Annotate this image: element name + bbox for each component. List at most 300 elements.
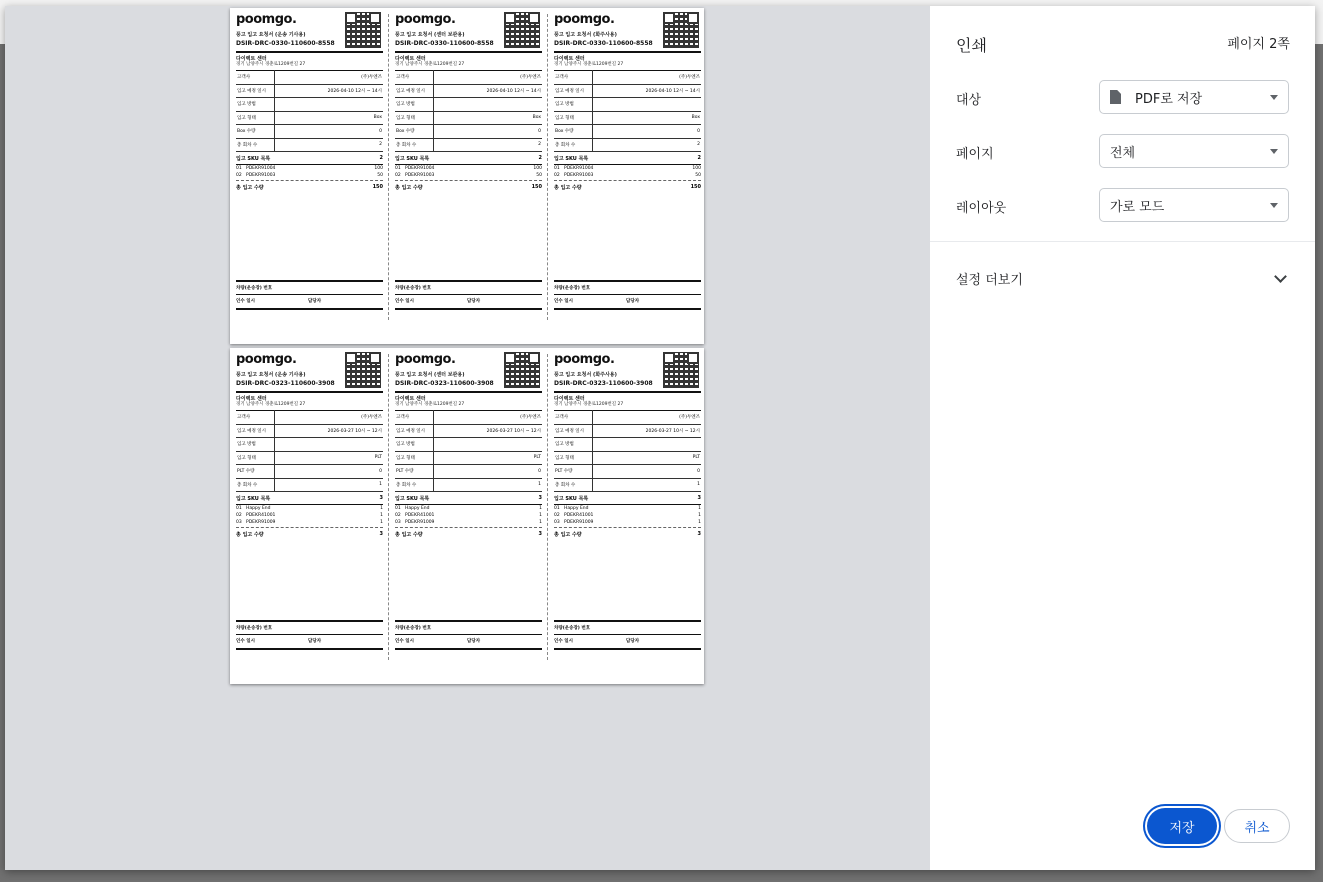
sku-header: [236, 495, 383, 505]
table-row: [554, 411, 701, 425]
cancel-button[interactable]: 취소: [1224, 809, 1290, 843]
info-table: [395, 410, 542, 492]
sku-header: [395, 155, 542, 165]
vehicle-number-label: 차량(운송장) 번호: [395, 620, 542, 631]
preview-page: [230, 348, 704, 684]
center-name: 다이렉트 센터: [554, 396, 585, 402]
info-key: 입고 예정 일시: [395, 424, 434, 438]
info-value: 0: [275, 125, 384, 139]
sku-index: 02: [236, 513, 242, 518]
total-label: 총 입고 수량: [554, 532, 582, 538]
sku-qty: 1: [698, 520, 701, 525]
info-key: PLT 수량: [236, 465, 275, 479]
poomgo-logo: poomgo.: [554, 12, 615, 27]
total-label: 총 입고 수량: [236, 532, 264, 538]
expand-chevron-icon[interactable]: [1274, 270, 1287, 283]
info-value: 2026-04-10 12시 ~ 14시: [593, 84, 702, 98]
sku-index: 01: [554, 166, 560, 171]
center-name: 다이렉트 센터: [236, 396, 267, 402]
sku-row: [395, 172, 542, 179]
pages-label: 페이지: [956, 147, 994, 162]
sku-name: PDEKR91009: [246, 520, 276, 525]
sku-row: [236, 512, 383, 519]
table-row: [554, 98, 701, 112]
sku-row: [554, 165, 701, 172]
table-row: [554, 424, 701, 438]
sku-count: 3: [538, 495, 542, 501]
vehicle-number-label: 차량(운송장) 번호: [554, 620, 701, 631]
sku-name: Happy End: [405, 506, 430, 511]
info-value: [593, 438, 702, 452]
table-row: [236, 424, 383, 438]
sku-qty: 1: [539, 513, 542, 518]
receipt-subtitle: 풍고 입고 요청서 (센터 보관용): [395, 372, 465, 378]
total-row: [236, 531, 383, 538]
receipt-number: DSIR-DRC-0323-110600-3908: [554, 380, 653, 387]
sku-qty: 100: [692, 166, 701, 171]
sku-name: PDEKR41001: [564, 513, 594, 518]
info-key: 고객사: [236, 411, 275, 425]
info-value: [593, 98, 702, 112]
handover-label: 인수 일시: [554, 299, 573, 304]
layout-value: 가로 모드: [1110, 199, 1165, 215]
cut-line: [547, 14, 548, 320]
total-label: 총 입고 수량: [236, 185, 264, 191]
poomgo-logo: poomgo.: [236, 12, 297, 27]
center-name: 다이렉트 센터: [554, 56, 585, 62]
qr-code-icon: [663, 12, 699, 48]
sku-name: PDEKR91004: [246, 166, 276, 171]
receipt-subtitle: 풍고 입고 요청서 (화주사용): [554, 372, 617, 378]
total-label: 총 입고 수량: [395, 185, 423, 191]
person-label: 담당자: [626, 639, 640, 644]
sku-index: 02: [554, 173, 560, 178]
info-value: 2: [275, 138, 384, 152]
total-value: 150: [372, 184, 383, 190]
total-value: 3: [538, 531, 542, 537]
sku-qty: 50: [695, 173, 701, 178]
info-key: 입고 형태: [395, 111, 434, 125]
sku-header: [554, 495, 701, 505]
info-value: 2026-03-27 10시 ~ 12시: [593, 424, 702, 438]
poomgo-logo: poomgo.: [554, 352, 615, 367]
handover-row: [554, 634, 701, 644]
table-row: [395, 478, 542, 492]
table-row: [236, 98, 383, 112]
print-settings-panel: [930, 6, 1315, 870]
handover-label: 인수 일시: [395, 299, 414, 304]
table-row: [395, 98, 542, 112]
info-value: 0: [434, 465, 543, 479]
sku-name: PDEKR91003: [246, 173, 276, 178]
cut-line: [388, 354, 389, 660]
handover-row: [236, 634, 383, 644]
sku-count: 2: [538, 155, 542, 161]
total-row: [236, 184, 383, 191]
receipt-number: DSIR-DRC-0323-110600-3908: [236, 380, 335, 387]
sku-name: PDEKR91004: [405, 166, 435, 171]
info-table: [554, 410, 701, 492]
table-row: [236, 438, 383, 452]
info-key: 총 회차 수: [395, 478, 434, 492]
info-value: 1: [275, 478, 384, 492]
sku-row: [395, 505, 542, 512]
sku-row: [395, 519, 542, 526]
sku-name: PDEKR91004: [564, 166, 594, 171]
sku-qty: 100: [533, 166, 542, 171]
sku-name: PDEKR41001: [405, 513, 435, 518]
sku-title: 입고 SKU 목록: [554, 496, 589, 502]
person-label: 담당자: [308, 639, 322, 644]
sku-name: PDEKR91009: [405, 520, 435, 525]
layout-select[interactable]: [1099, 188, 1289, 222]
handover-label: 인수 일시: [236, 299, 255, 304]
sku-row: [236, 172, 383, 179]
person-label: 담당자: [467, 299, 481, 304]
poomgo-logo: poomgo.: [236, 352, 297, 367]
info-value: PLT: [434, 451, 543, 465]
sku-row: [554, 512, 701, 519]
sku-name: PDEKR41001: [246, 513, 276, 518]
info-key: 고객사: [236, 71, 275, 85]
info-key: 고객사: [554, 71, 593, 85]
receipt-number: DSIR-DRC-0330-110600-8558: [395, 40, 494, 47]
info-key: 총 회차 수: [236, 138, 275, 152]
sku-row: [236, 165, 383, 172]
sku-qty: 1: [539, 520, 542, 525]
table-row: [236, 125, 383, 139]
sku-name: Happy End: [564, 506, 589, 511]
chevron-down-icon: [1270, 95, 1278, 100]
print-preview-area: [5, 6, 930, 870]
info-value: [275, 438, 384, 452]
info-value: 2: [593, 138, 702, 152]
person-label: 담당자: [626, 299, 640, 304]
info-key: 입고 예정 일시: [236, 424, 275, 438]
sku-qty: 1: [380, 513, 383, 518]
info-value: PLT: [275, 451, 384, 465]
sku-index: 02: [554, 513, 560, 518]
more-settings-toggle[interactable]: 설정 더보기: [956, 273, 1023, 288]
sku-row: [554, 519, 701, 526]
info-key: 총 회차 수: [395, 138, 434, 152]
sku-name: Happy End: [246, 506, 271, 511]
handover-row: [236, 294, 383, 304]
qr-code-icon: [504, 12, 540, 48]
sku-row: [554, 505, 701, 512]
sku-count: 3: [379, 495, 383, 501]
info-table: [395, 70, 542, 152]
info-key: 총 회차 수: [236, 478, 275, 492]
table-row: [395, 411, 542, 425]
info-key: 입고 형태: [554, 451, 593, 465]
receipt-subtitle: 풍고 입고 요청서 (화주사용): [554, 32, 617, 38]
info-value: 0: [593, 465, 702, 479]
info-value: 2026-04-10 12시 ~ 14시: [434, 84, 543, 98]
info-key: Box 수량: [554, 125, 593, 139]
info-key: 입고 형태: [236, 111, 275, 125]
print-dialog: [5, 6, 1315, 870]
table-row: [395, 125, 542, 139]
sku-title: 입고 SKU 목록: [395, 496, 430, 502]
info-key: 입고 방법: [395, 438, 434, 452]
receipt-copy: [554, 8, 701, 320]
total-row: [554, 531, 701, 538]
handover-label: 인수 일시: [236, 639, 255, 644]
receipt-subtitle: 풍고 입고 요청서 (운송 기사용): [236, 32, 306, 38]
total-row: [554, 184, 701, 191]
page-count: 페이지 2쪽: [1227, 37, 1290, 52]
info-value: 2: [434, 138, 543, 152]
center-name: 다이렉트 센터: [236, 56, 267, 62]
receipt-number: DSIR-DRC-0330-110600-8558: [236, 40, 335, 47]
sku-row: [554, 172, 701, 179]
destination-value: PDF로 저장: [1135, 91, 1203, 107]
sku-index: 02: [395, 173, 401, 178]
info-value: Box: [434, 111, 543, 125]
info-value: Box: [593, 111, 702, 125]
info-value: 0: [434, 125, 543, 139]
sku-index: 01: [395, 166, 401, 171]
info-key: Box 수량: [236, 125, 275, 139]
table-row: [236, 84, 383, 98]
save-button[interactable]: 저장: [1147, 808, 1217, 844]
info-value: [275, 98, 384, 112]
qr-code-icon: [663, 352, 699, 388]
table-row: [554, 71, 701, 85]
sku-header: [395, 495, 542, 505]
center-address: 경기 남양주시 경춘로1209번길 27: [554, 62, 624, 67]
info-key: 입고 형태: [554, 111, 593, 125]
info-key: 총 회차 수: [554, 138, 593, 152]
cut-line: [547, 354, 548, 660]
cut-line: [388, 14, 389, 320]
sku-qty: 1: [380, 506, 383, 511]
receipt-number: DSIR-DRC-0330-110600-8558: [554, 40, 653, 47]
table-row: [395, 451, 542, 465]
info-key: 입고 예정 일시: [554, 84, 593, 98]
table-row: [236, 478, 383, 492]
total-row: [395, 184, 542, 191]
receipt-copy: [395, 348, 542, 660]
info-value: (주)두엔즈: [593, 411, 702, 425]
table-row: [236, 465, 383, 479]
info-table: [236, 70, 383, 152]
table-row: [554, 84, 701, 98]
sku-count: 2: [379, 155, 383, 161]
table-row: [395, 138, 542, 152]
total-label: 총 입고 수량: [554, 185, 582, 191]
table-row: [236, 111, 383, 125]
table-row: [395, 111, 542, 125]
handover-row: [395, 634, 542, 644]
receipt-copy: [236, 8, 383, 320]
sku-count: 3: [697, 495, 701, 501]
info-key: 입고 예정 일시: [236, 84, 275, 98]
sku-qty: 1: [539, 506, 542, 511]
chevron-down-icon: [1270, 149, 1278, 154]
sku-index: 03: [395, 520, 401, 525]
sku-qty: 100: [374, 166, 383, 171]
info-key: 입고 방법: [554, 438, 593, 452]
info-table: [554, 70, 701, 152]
vehicle-number-label: 차량(운송장) 번호: [236, 280, 383, 291]
info-value: [434, 98, 543, 112]
info-key: 입고 방법: [236, 438, 275, 452]
sku-name: PDEKR91003: [405, 173, 435, 178]
table-row: [554, 478, 701, 492]
table-row: [554, 138, 701, 152]
info-value: (주)두엔즈: [434, 411, 543, 425]
sku-row: [395, 512, 542, 519]
info-key: 입고 방법: [395, 98, 434, 112]
table-row: [395, 438, 542, 452]
vehicle-number-label: 차량(운송장) 번호: [554, 280, 701, 291]
info-value: 0: [275, 465, 384, 479]
info-key: PLT 수량: [395, 465, 434, 479]
sku-title: 입고 SKU 목록: [554, 156, 589, 162]
sku-index: 01: [554, 506, 560, 511]
total-value: 150: [531, 184, 542, 190]
info-value: (주)두엔즈: [593, 71, 702, 85]
qr-code-icon: [345, 12, 381, 48]
table-row: [554, 451, 701, 465]
sku-index: 01: [236, 506, 242, 511]
info-key: Box 수량: [395, 125, 434, 139]
info-value: (주)두엔즈: [275, 411, 384, 425]
sku-index: 03: [236, 520, 242, 525]
pages-select[interactable]: [1099, 134, 1289, 168]
total-value: 150: [690, 184, 701, 190]
center-address: 경기 남양주시 경춘로1209번길 27: [395, 62, 465, 67]
total-row: [395, 531, 542, 538]
table-row: [395, 424, 542, 438]
info-value: 2026-04-10 12시 ~ 14시: [275, 84, 384, 98]
receipt-subtitle: 풍고 입고 요청서 (운송 기사용): [236, 372, 306, 378]
sku-qty: 1: [698, 506, 701, 511]
info-key: 입고 형태: [395, 451, 434, 465]
info-value: [434, 438, 543, 452]
table-row: [554, 465, 701, 479]
center-address: 경기 남양주시 경춘로1209번길 27: [395, 402, 465, 407]
preview-page: [230, 8, 704, 344]
layout-label: 레이아웃: [956, 201, 1007, 216]
table-row: [236, 411, 383, 425]
sku-row: [236, 519, 383, 526]
sku-qty: 50: [377, 173, 383, 178]
sku-count: 2: [697, 155, 701, 161]
info-key: 고객사: [395, 71, 434, 85]
sku-index: 01: [236, 166, 242, 171]
info-key: 입고 방법: [236, 98, 275, 112]
total-label: 총 입고 수량: [395, 532, 423, 538]
person-label: 담당자: [467, 639, 481, 644]
info-table: [236, 410, 383, 492]
table-row: [236, 71, 383, 85]
info-key: 고객사: [554, 411, 593, 425]
center-address: 경기 남양주시 경춘로1209번길 27: [236, 402, 306, 407]
receipt-copy: [554, 348, 701, 660]
sku-index: 01: [395, 506, 401, 511]
receipt-copy: [236, 348, 383, 660]
center-address: 경기 남양주시 경춘로1209번길 27: [236, 62, 306, 67]
info-value: PLT: [593, 451, 702, 465]
vehicle-number-label: 차량(운송장) 번호: [395, 280, 542, 291]
center-name: 다이렉트 센터: [395, 56, 426, 62]
info-key: 입고 예정 일시: [554, 424, 593, 438]
sku-qty: 1: [698, 513, 701, 518]
poomgo-logo: poomgo.: [395, 352, 456, 367]
table-row: [554, 125, 701, 139]
sku-title: 입고 SKU 목록: [236, 156, 271, 162]
info-value: (주)두엔즈: [434, 71, 543, 85]
handover-label: 인수 일시: [554, 639, 573, 644]
info-value: 1: [434, 478, 543, 492]
info-value: 0: [593, 125, 702, 139]
info-value: 2026-03-27 10시 ~ 12시: [434, 424, 543, 438]
handover-label: 인수 일시: [395, 639, 414, 644]
table-row: [554, 111, 701, 125]
divider: [930, 241, 1315, 242]
handover-row: [554, 294, 701, 304]
center-name: 다이렉트 센터: [395, 396, 426, 402]
info-key: 입고 형태: [236, 451, 275, 465]
sku-title: 입고 SKU 목록: [236, 496, 271, 502]
table-row: [395, 84, 542, 98]
table-row: [236, 451, 383, 465]
pages-value: 전체: [1110, 145, 1136, 161]
table-row: [554, 438, 701, 452]
table-row: [395, 71, 542, 85]
info-key: 입고 예정 일시: [395, 84, 434, 98]
destination-select[interactable]: [1099, 80, 1289, 114]
receipt-number: DSIR-DRC-0323-110600-3908: [395, 380, 494, 387]
sku-header: [554, 155, 701, 165]
receipt-subtitle: 풍고 입고 요청서 (센터 보관용): [395, 32, 465, 38]
table-row: [236, 138, 383, 152]
sku-row: [395, 165, 542, 172]
info-value: Box: [275, 111, 384, 125]
sku-header: [236, 155, 383, 165]
chevron-down-icon: [1270, 203, 1278, 208]
info-key: 고객사: [395, 411, 434, 425]
qr-code-icon: [504, 352, 540, 388]
total-value: 3: [697, 531, 701, 537]
sku-qty: 50: [536, 173, 542, 178]
sku-index: 02: [236, 173, 242, 178]
document-icon: [1110, 90, 1121, 104]
handover-row: [395, 294, 542, 304]
destination-label: 대상: [956, 93, 982, 108]
sku-index: 02: [395, 513, 401, 518]
sku-title: 입고 SKU 목록: [395, 156, 430, 162]
sku-qty: 1: [380, 520, 383, 525]
table-row: [395, 465, 542, 479]
center-address: 경기 남양주시 경춘로1209번길 27: [554, 402, 624, 407]
info-key: 총 회차 수: [554, 478, 593, 492]
sku-index: 03: [554, 520, 560, 525]
poomgo-logo: poomgo.: [395, 12, 456, 27]
info-key: 입고 방법: [554, 98, 593, 112]
info-value: 1: [593, 478, 702, 492]
qr-code-icon: [345, 352, 381, 388]
info-key: PLT 수량: [554, 465, 593, 479]
info-value: (주)두엔즈: [275, 71, 384, 85]
vehicle-number-label: 차량(운송장) 번호: [236, 620, 383, 631]
info-value: 2026-03-27 10시 ~ 12시: [275, 424, 384, 438]
sku-row: [236, 505, 383, 512]
sku-name: PDEKR91003: [564, 173, 594, 178]
